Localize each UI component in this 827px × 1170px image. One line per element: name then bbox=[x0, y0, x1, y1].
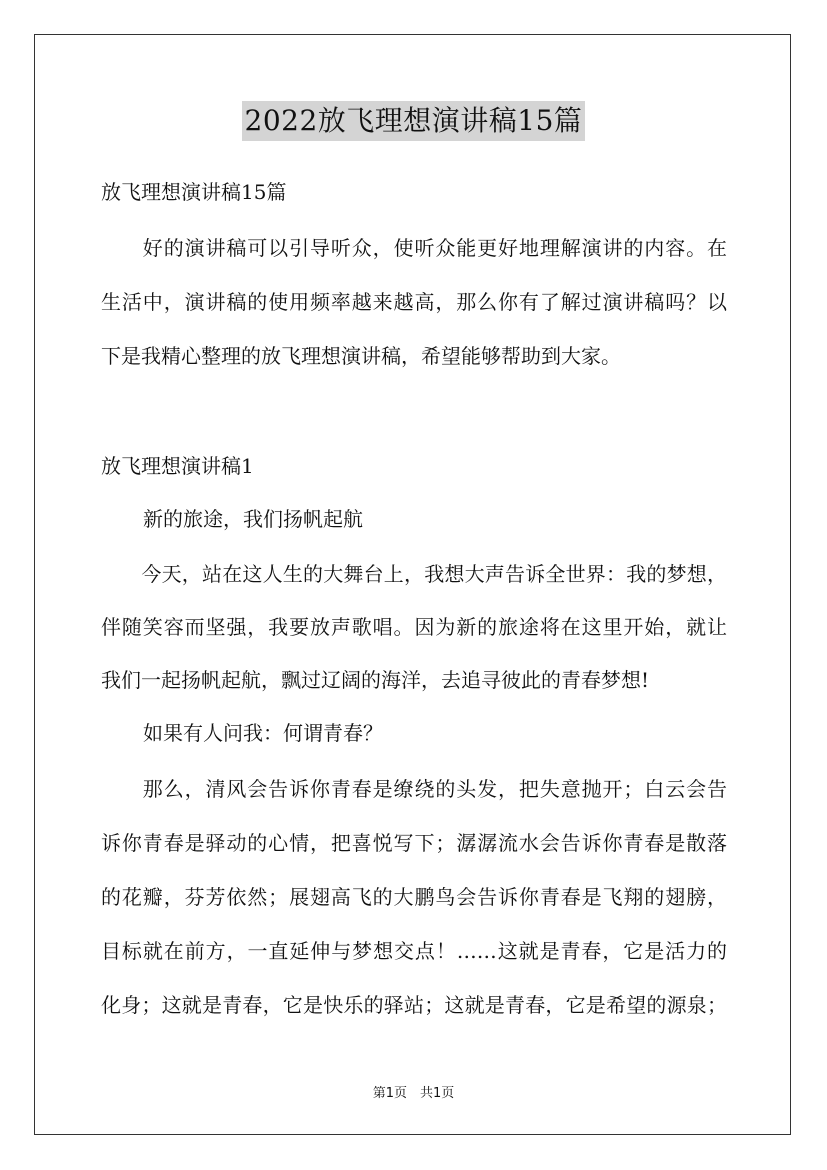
paragraph-line: 我们一起扬帆起航，飘过辽阔的海洋，去追寻彼此的青春梦想! bbox=[101, 668, 650, 692]
paragraph-line: 化身；这就是青春，它是快乐的驿站；这就是青春，它是希望的源泉； bbox=[101, 993, 727, 1017]
paragraph-line: 目标就在前方，一直延伸与梦想交点！……这就是青春，它是活力的 bbox=[101, 939, 727, 963]
intro-line: 生活中，演讲稿的使用频率越来越高，那么你有了解过演讲稿吗？以 bbox=[101, 290, 727, 314]
paragraph-line: 伴随笑容而坚强，我要放声歌唱。因为新的旅途将在这里开始，就让 bbox=[101, 615, 727, 639]
document-title: 2022放飞理想演讲稿15篇 bbox=[242, 101, 586, 141]
section-heading: 放飞理想演讲稿1 bbox=[101, 454, 254, 478]
page-number-footer: 第1页 共1页 bbox=[372, 1086, 455, 1101]
paragraph-line: 那么，清风会告诉你青春是缭绕的头发，把失意抛开；白云会告 bbox=[101, 777, 727, 801]
intro-line: 好的演讲稿可以引导听众，使听众能更好地理解演讲的内容。在 bbox=[101, 236, 727, 260]
intro-line: 下是我精心整理的放飞理想演讲稿，希望能够帮助到大家。 bbox=[101, 344, 621, 368]
document-subtitle: 放飞理想演讲稿15篇 bbox=[101, 180, 287, 204]
speech-title: 新的旅途，我们扬帆起航 bbox=[143, 507, 363, 531]
paragraph-line: 的花瓣，芬芳依然；展翅高飞的大鹏鸟会告诉你青春是飞翔的翅膀， bbox=[101, 885, 727, 909]
paragraph-line: 诉你青春是驿动的心情，把喜悦写下；潺潺流水会告诉你青春是散落 bbox=[101, 831, 727, 855]
question-line: 如果有人问我：何谓青春？ bbox=[143, 721, 383, 745]
title-container bbox=[0, 101, 827, 141]
paragraph-line: 今天，站在这人生的大舞台上，我想大声告诉全世界：我的梦想， bbox=[101, 562, 727, 586]
